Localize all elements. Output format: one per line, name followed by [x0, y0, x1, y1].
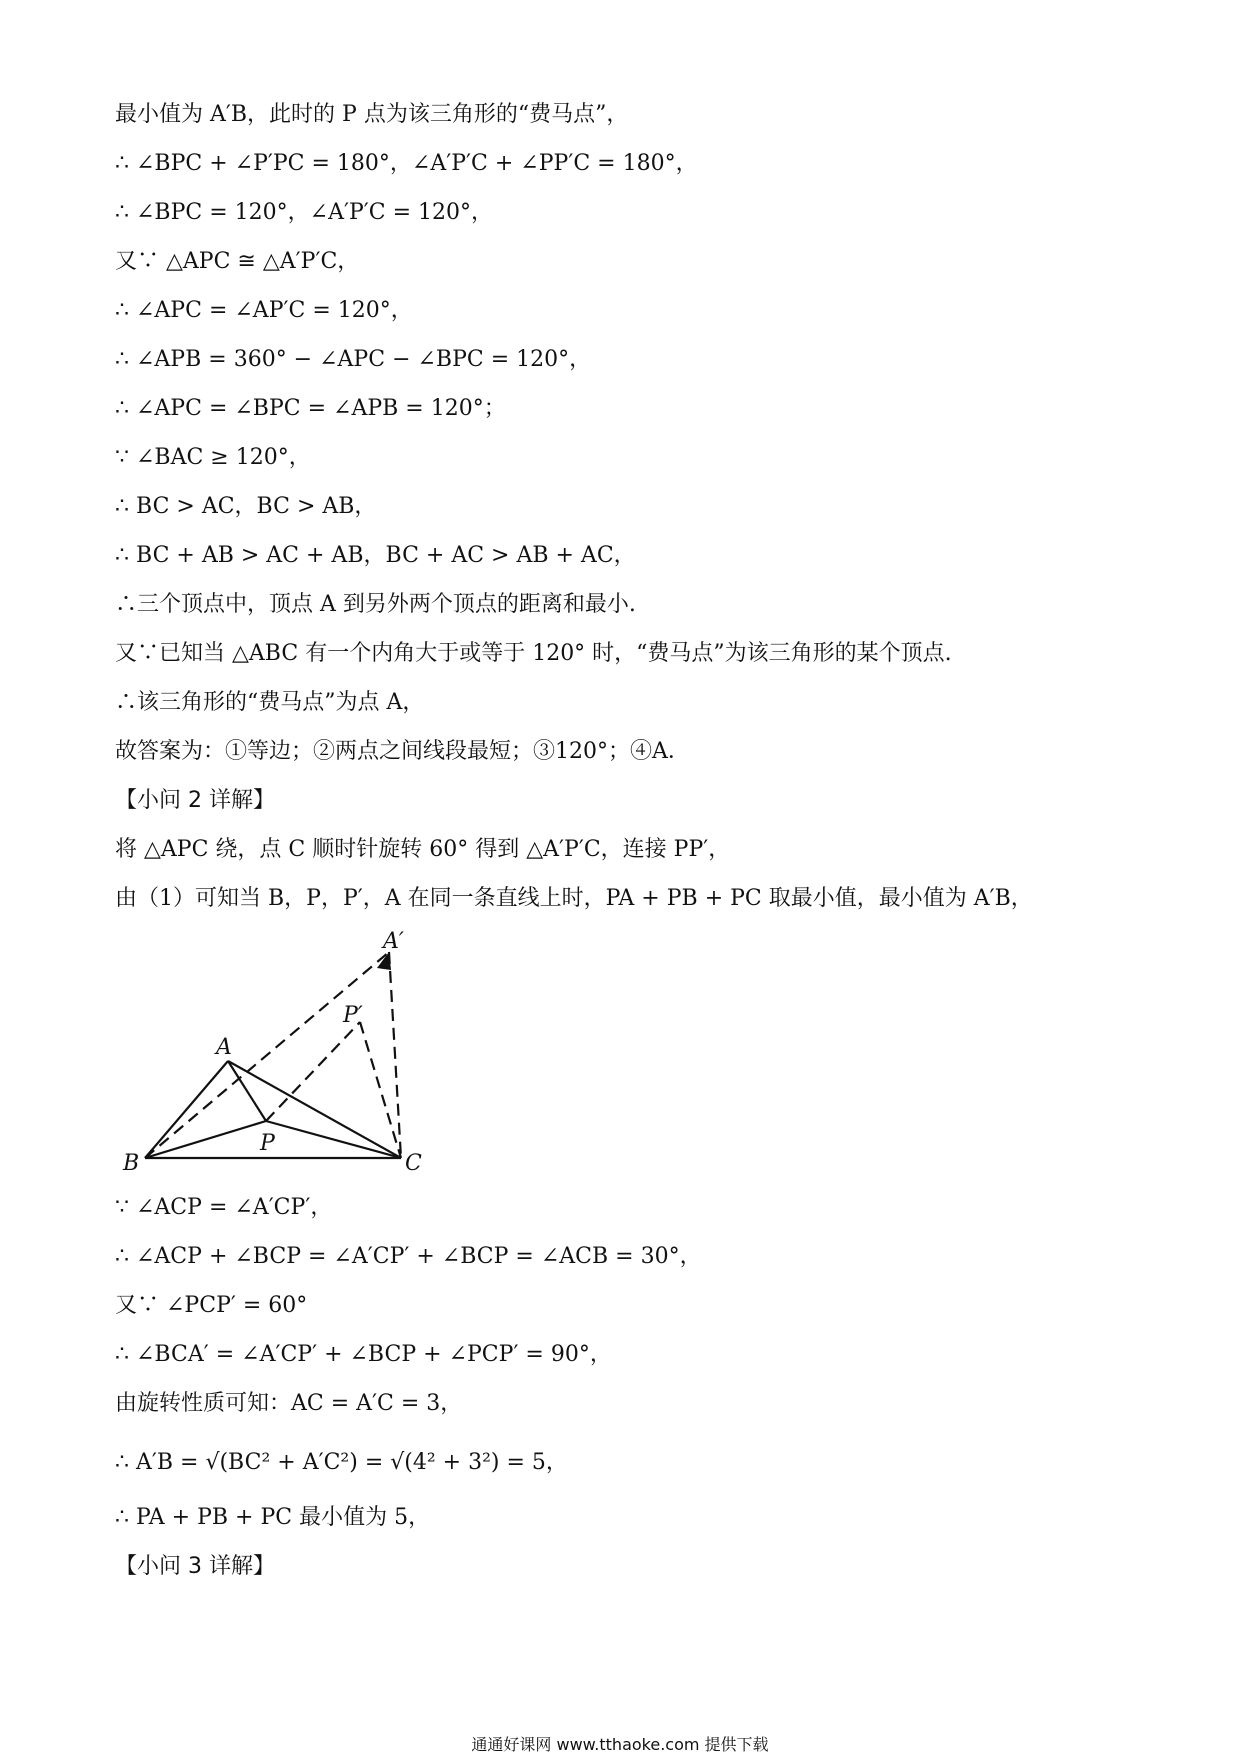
text-line: 由旋转性质可知：AC = A′C = 3，	[115, 1391, 463, 1416]
segment-PP1	[266, 1022, 360, 1121]
text-line: ∴ ∠ACP + ∠BCP = ∠A′CP′ + ∠BCP = ∠ACB = 30°，	[115, 1244, 702, 1269]
text-line: 将 △APC 绕，点 C 顺时针旋转 60° 得到 △A′P′C，连接 PP′，	[115, 837, 731, 862]
text-line: ∵ ∠ACP = ∠A′CP′，	[115, 1195, 333, 1220]
text-line: 故答案为：①等边；②两点之间线段最短；③120°；④A．	[115, 739, 690, 764]
section-heading: 【小问 2 详解】	[115, 788, 275, 813]
label-A1: A′	[383, 930, 404, 954]
text-line: 最小值为 A′B，此时的 P 点为该三角形的“费马点”，	[115, 102, 629, 127]
footer-text: 通通好课网 www.tthaoke.com 提供下载	[471, 1735, 769, 1754]
text-line: 又∵ ∠PCP′ = 60°	[115, 1293, 308, 1318]
text-line: 又∵已知当 △ABC 有一个内角大于或等于 120° 时，“费马点”为该三角形的某个顶点.	[115, 641, 952, 666]
text-line: ∵ ∠BAC ≥ 120°，	[115, 445, 311, 470]
text-line: ∴ ∠BPC + ∠P′PC = 180°，∠A′P′C + ∠PP′C = 180°，	[115, 151, 698, 176]
segment-PC	[266, 1121, 401, 1158]
segment-PB	[145, 1121, 266, 1158]
text-line: 由（1）可知当 B，P，P′，A 在同一条直线上时，PA + PB + PC 取最小值，最小值为 A′B，	[115, 886, 1033, 911]
text-line: ∴ BC + AB > AC + AB，BC + AC > AB + AC，	[115, 543, 636, 568]
text-line: ∴ ∠APB = 360° − ∠APC − ∠BPC = 120°，	[115, 347, 592, 372]
segment-AP	[228, 1061, 266, 1121]
geometry-figure	[115, 930, 445, 1180]
label-C: C	[405, 1151, 422, 1176]
label-P1: P′	[343, 1003, 363, 1028]
text-line: ∴ BC > AC，BC > AB，	[115, 494, 377, 519]
segment-AB	[145, 1061, 228, 1158]
text-line: 又∵ △APC ≅ △A′P′C，	[115, 249, 360, 274]
text-line: ∴ ∠BPC = 120°，∠A′P′C = 120°，	[115, 200, 493, 225]
label-P: P	[260, 1131, 275, 1156]
text-line: ∴ ∠BCA′ = ∠A′CP′ + ∠BCP + ∠PCP′ = 90°，	[115, 1342, 612, 1367]
text-line: ∴三个顶点中，顶点 A 到另外两个顶点的距离和最小.	[115, 592, 636, 617]
segment-AC	[228, 1061, 401, 1158]
text-line: ∴ ∠APC = ∠AP′C = 120°，	[115, 298, 413, 323]
label-A: A	[216, 1035, 232, 1060]
section-heading: 【小问 3 详解】	[115, 1554, 275, 1579]
text-line: ∴该三角形的“费马点”为点 A，	[115, 690, 425, 715]
text-line: ∴ A′B = √(BC² + A′C²) = √(4² + 3²) = 5，	[115, 1450, 568, 1475]
text-line: ∴ ∠APC = ∠BPC = ∠APB = 120°；	[115, 396, 506, 421]
segment-A1C	[389, 952, 401, 1158]
segment-A1B	[145, 952, 389, 1158]
text-line: ∴ PA + PB + PC 最小值为 5，	[115, 1505, 431, 1530]
label-B: B	[123, 1151, 140, 1176]
